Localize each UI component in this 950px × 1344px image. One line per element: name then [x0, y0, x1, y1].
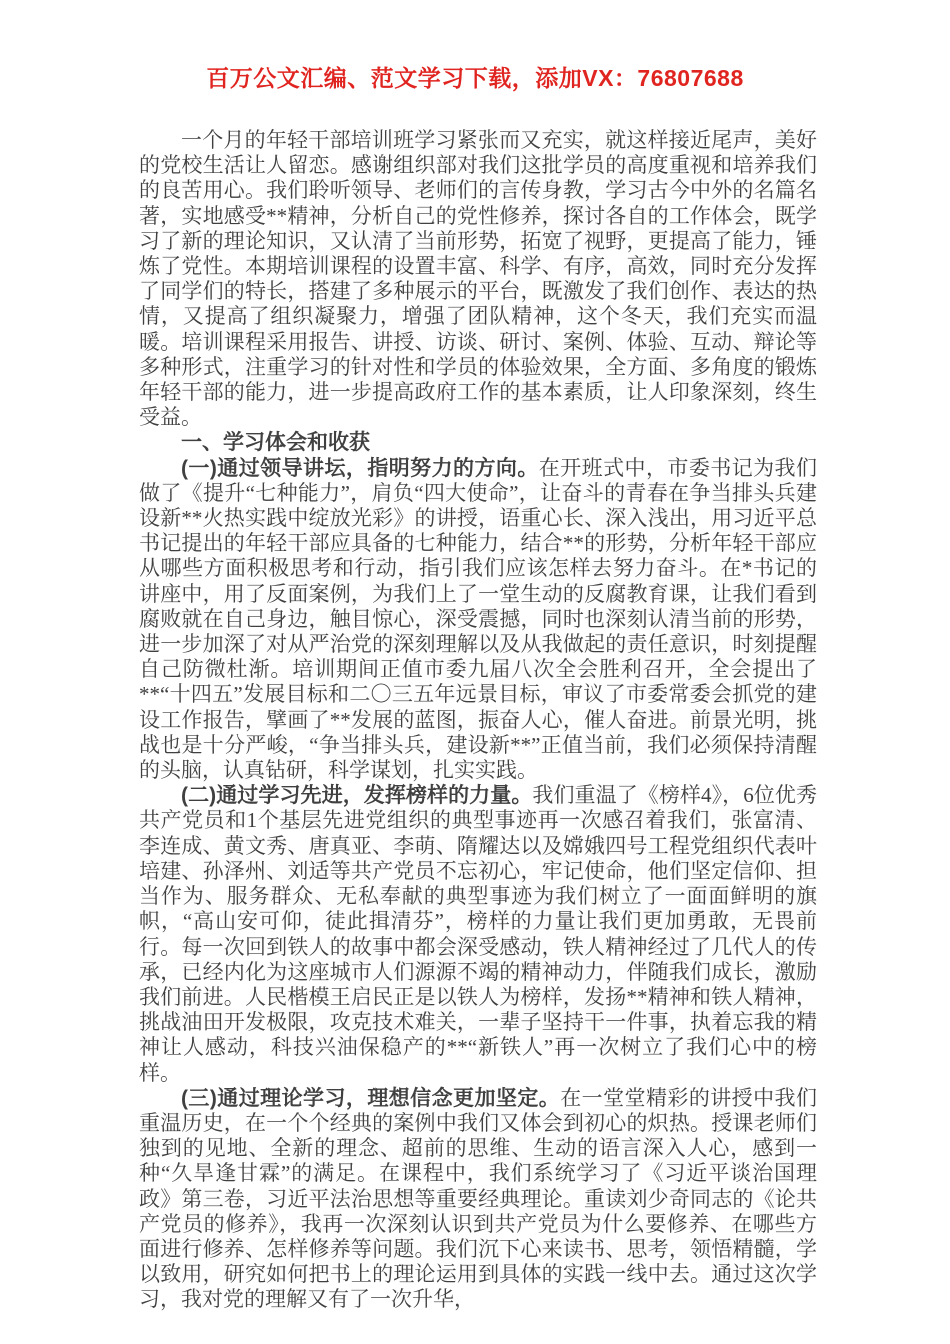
text-run: 在开班式中，市委书记为我们做了《提升“七种能力”，肩负“四大使命”，让奋斗的青春在争当排头兵建设新**火热实践中绽放光彩》的讲授，语重心长、深入浅出，用习近平总书记提出的年轻干部应具备的七种能力，结合**的形势，分析年轻干部应从哪些方面积极思考和行动，指引我们应该怎样去努力奋斗。在*书记的讲座中，用了反面案例，为我们上了一堂生动的反腐教育课，让我们看到腐败就在自己身边，触目惊心，深受震撼，同时也深刻认清当前的形势，进一步加深了对从严治党的深刻理解以及从我做起的责任意识，时刻提醒自己防微杜渐。培训期间正值市委九届八次全会胜利召开，全会提出了**“十四五”发展目标和二〇三五年远景目标，审议了市委常委会抓党的建设工作报告，擘画了**发展的蓝图，振奋人心，催人奋进。前景光明，挑战也是十分严峻，“争当排头兵，建设新**”正值当前，我们必须保持清醒的头脑，认真钻研，科学谋划，扎实实践。: [139, 455, 817, 783]
section-heading: [139, 430, 817, 455]
text-run: 在一堂堂精彩的讲授中我们重温历史，在一个个经典的案例中我们又体会到初心的炽热。授课老师们独到的见地、全新的理念、超前的思维、生动的语言深入人心，感到一种“久旱逢甘霖”的满足。在课程中，我们系统学习了《习近平谈治国理政》第三卷，习近平法治思想等重要经典理论。重读刘少奇同志的《论共产党员的修养》，我再一次深刻认识到共产党员为什么要修养、在哪些方面进行修养、怎样修养等问题。我们沉下心来读书、思考，领悟精髓，学以致用，研究如何把书上的理论运用到具体的实践一线中去。通过这次学习，我对党的理解又有了一次升华，: [139, 1085, 817, 1312]
bold-run: (一)通过领导讲坛，指明努力的方向。: [181, 456, 539, 480]
bold-run: 一、学习体会和收获: [181, 431, 370, 455]
paragraph: [139, 128, 817, 430]
text-run: 一个月的年轻干部培训班学习紧张而又充实，就这样接近尾声，美好的党校生活让人留恋。感谢组织部对我们这批学员的高度重视和培养我们的良苦用心。我们聆听领导、老师们的言传身教，学习古今中外的名篇名著，实地感受**精神，分析自己的党性修养，探讨各自的工作体会，既学习了新的理论知识，又认清了当前形势，拓宽了视野，更提高了能力，锤炼了党性。本期培训课程的设置丰富、科学、有序，高效，同时充分发挥了同学们的特长，搭建了多种展示的平台，既激发了我们创作、表达的热情，又提高了组织凝聚力，增强了团队精神，这个冬天，我们充实而温暖。培训课程采用报告、讲授、访谈、研讨、案例、体验、互动、辩论等多种形式，注重学习的针对性和学员的体验效果，全方面、多角度的锻炼年轻干部的能力，进一步提高政府工作的基本素质，让人印象深刻，终生受益。: [139, 128, 817, 430]
text-run: 我们重温了《榜样4》，6位优秀共产党员和1个基层先进党组织的典型事迹再一次感召着我们，张富清、李连成、黄文秀、唐真亚、李萌、隋耀达以及嫦娥四号工程党组织代表叶培建、孙泽州、刘适等共产党员不忘初心，牢记使命，他们坚定信仰、担当作为、服务群众、无私奉献的典型事迹为我们树立了一面面鲜明的旗帜，“高山安可仰，徒此揖清芬”，榜样的力量让我们更加勇敢，无畏前行。每一次回到铁人的故事中都会深受感动，铁人精神经过了几代人的传承，已经内化为这座城市人们源源不竭的精神动力，伴随我们成长，激励我们前进。人民楷模王启民正是以铁人为榜样，发扬**精神和铁人精神，挑战油田开发极限，攻克技术难关，一辈子坚持干一件事，执着忘我的精神让人感动，科技兴油保稳产的**“新铁人”再一次树立了我们心中的榜样。: [139, 783, 817, 1085]
promo-banner-text: 百万公文汇编、范文学习下载，添加VX：76807688: [206, 65, 744, 91]
bold-run: (三)通过理论学习，理想信念更加坚定。: [181, 1086, 561, 1110]
paragraph: [139, 1086, 817, 1313]
paragraph: [139, 783, 817, 1085]
paragraph: [139, 456, 817, 784]
document-body: [139, 128, 817, 1313]
bold-run: (二)通过学习先进，发挥榜样的力量。: [181, 784, 533, 808]
